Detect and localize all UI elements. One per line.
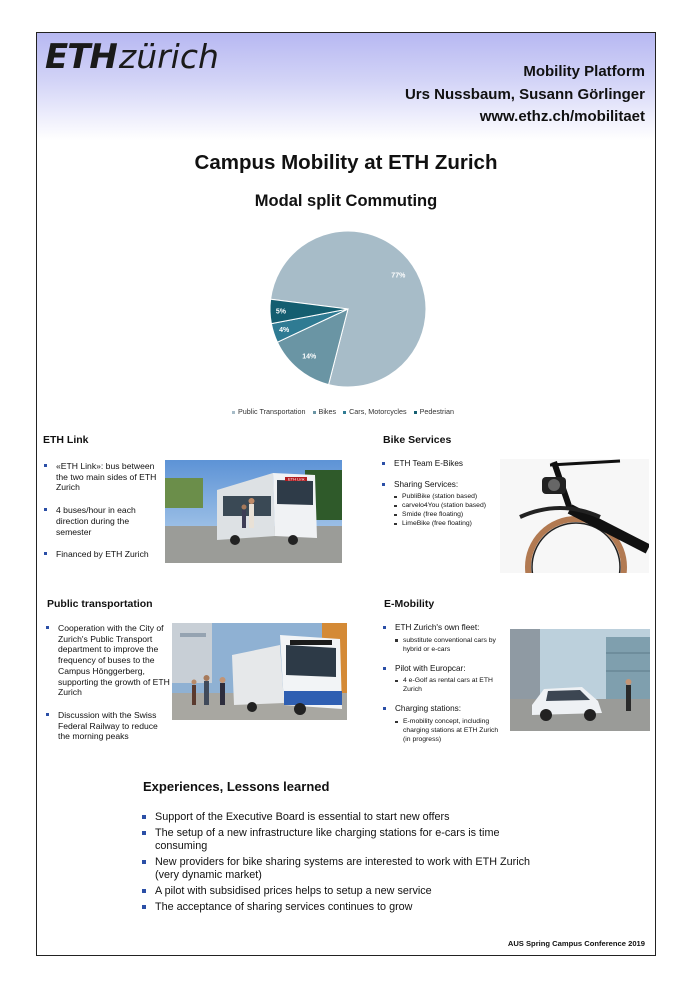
sub-item: LimeBike (free floating) [394, 519, 501, 528]
public-transport-list [45, 623, 171, 754]
sublist [395, 676, 506, 694]
e-bike-photo [500, 459, 649, 573]
legend-marker [414, 411, 417, 414]
legend-label: Bikes [318, 407, 337, 416]
sublist [395, 717, 506, 744]
lessons-title: Experiences, Lessons learned [143, 779, 330, 794]
list-item: Discussion with the Swiss Federal Railway to reduce the morning peaks [45, 710, 171, 742]
eth-link-bus-photo [165, 460, 342, 563]
pie-data-label: 77% [391, 272, 406, 280]
list-item-label: Sharing Services: [394, 479, 459, 489]
legend-item [232, 407, 306, 416]
legend-label: Pedestrian [419, 407, 454, 416]
footer-conference: AUS Spring Campus Conference 2019 [507, 939, 645, 948]
legend-label: Public Transportation [238, 407, 306, 416]
sharing-services-sublist [394, 492, 501, 528]
list-item: Cooperation with the City of Zurich's Public Transport department to improve the frequency of buses to the Campus Hönggerberg, supporting the growth of ETH Zurich [45, 623, 171, 698]
sub-item: carvelo4You (station based) [394, 501, 501, 510]
legend-marker [313, 411, 316, 414]
website-url: www.ethz.ch/mobilitaet [479, 108, 645, 125]
legend-marker [343, 411, 346, 414]
sublist [395, 636, 506, 654]
sub-item: 4 e-Golf as rental cars at ETH Zurich [395, 676, 506, 694]
poster-frame [36, 32, 656, 956]
legend-label: Cars, Motorcycles [349, 407, 407, 416]
bus-destination-sign: ETH Link [288, 476, 305, 482]
emobility-title: E-Mobility [384, 598, 435, 610]
list-item [381, 480, 501, 529]
page-title: Campus Mobility at ETH Zurich [194, 151, 498, 174]
list-item: Financed by ETH Zurich [43, 549, 161, 560]
eth-link-title: ETH Link [43, 434, 89, 446]
chart-title: Modal split Commuting [254, 192, 438, 210]
legend-marker [232, 411, 235, 414]
list-item-label: ETH Zurich's own fleet: [395, 623, 480, 632]
sub-item: PubliBike (station based) [394, 492, 501, 501]
list-item [382, 664, 506, 695]
e-car-photo [510, 629, 650, 731]
lesson-item: Support of the Executive Board is essential to start new offers [141, 811, 551, 824]
city-bus-photo [172, 623, 347, 720]
logo-eth: ETH [45, 37, 117, 77]
list-item: ETH Team E-Bikes [381, 459, 501, 470]
bike-services-title: Bike Services [383, 434, 452, 446]
lesson-item: The setup of a new infrastructure like charging stations for e-cars is time consuming [141, 827, 551, 853]
legend-item [414, 407, 454, 416]
chart-legend [232, 407, 461, 416]
modal-split-pie-chart [37, 33, 655, 403]
bike-services-list [381, 459, 501, 538]
pie-data-label: 14% [302, 353, 317, 361]
lessons-list [141, 811, 551, 916]
sub-item: Smide (free floating) [394, 510, 501, 519]
sub-item: E-mobility concept, including charging stations at ETH Zurich (in progress) [395, 717, 506, 744]
platform-name: Mobility Platform [523, 63, 645, 80]
legend-item [313, 407, 337, 416]
lesson-item: The acceptance of sharing services continues to grow [141, 901, 551, 914]
pie-data-label: 5% [275, 308, 287, 316]
sub-item: substitute conventional cars by hybrid or e-cars [395, 636, 506, 654]
pie-data-label: 4% [279, 327, 290, 335]
emobility-list [382, 623, 506, 754]
list-item [382, 704, 506, 744]
list-item: 4 buses/hour in each direction during the semester [43, 505, 161, 537]
logo-zurich: zürich [118, 37, 219, 76]
list-item [382, 623, 506, 654]
lesson-item: A pilot with subsidised prices helps to setup a new service [141, 885, 551, 898]
list-item-label: Pilot with Europcar: [395, 663, 466, 673]
public-transport-title: Public transportation [47, 598, 153, 610]
list-item-label: Charging stations: [395, 704, 461, 714]
lesson-item: New providers for bike sharing systems are interested to work with ETH Zurich (very dynamic market) [141, 856, 551, 882]
legend-item [343, 407, 407, 416]
authors: Urs Nussbaum, Susann Görlinger [404, 85, 645, 103]
eth-link-list [43, 461, 161, 572]
list-item: «ETH Link»: bus between the two main sides of ETH Zurich [43, 461, 161, 493]
